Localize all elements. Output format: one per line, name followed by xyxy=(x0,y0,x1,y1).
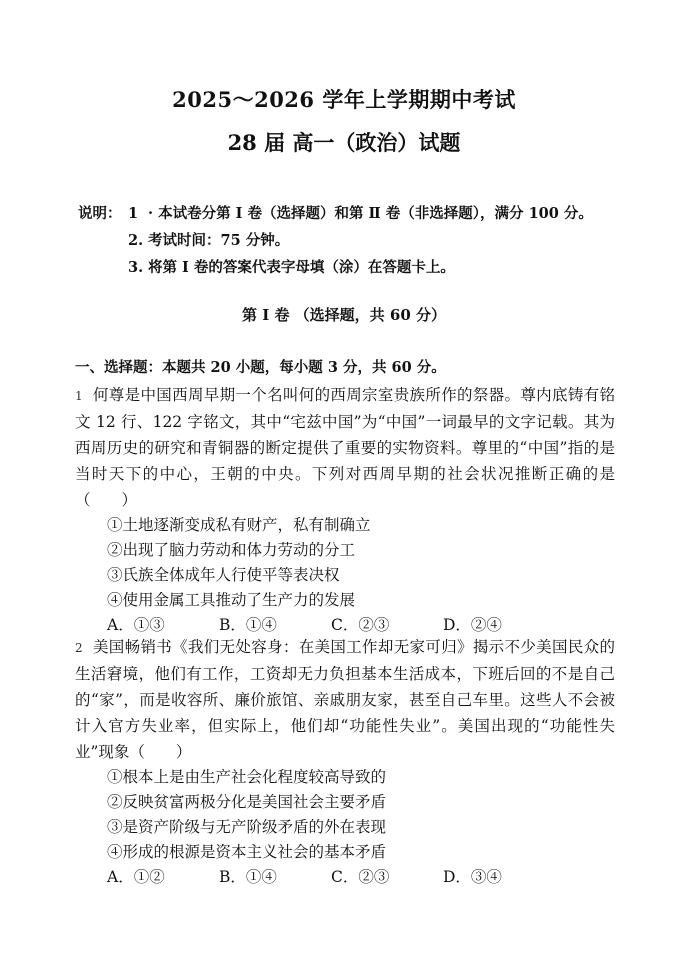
instruction-number: 2. xyxy=(128,232,144,249)
statement-option: ④形成的根源是资本主义社会的基本矛盾 xyxy=(107,843,387,861)
instruction-item xyxy=(78,227,593,254)
exam-title: 2025～2026 学年上学期期中考试 xyxy=(172,87,516,112)
question-text: 美国畅销书《我们无处容身：在美国工作却无家可归》揭示不少美国民众的生活窘境，他们有工作，工资却无力负担基本生活成本，下班后回的不是自己的“家”，而是收容所、廉价旅馆、亲戚朋友家，甚至自己车里。这些人不会被计入官方失业率，但实际上，他们却“功能性失业”。美国出现的“功能性失业”现象（ ） xyxy=(75,638,615,761)
choice-d: D．②④ xyxy=(443,616,502,634)
instructions-block xyxy=(78,200,593,281)
statement-option: ④使用金属工具推动了生产力的发展 xyxy=(107,591,356,609)
question-2 xyxy=(75,634,615,890)
instruction-number: 1 xyxy=(128,205,139,222)
instruction-number: 3. xyxy=(128,259,144,276)
question-number: 1 xyxy=(75,389,83,403)
answer-choices xyxy=(75,865,615,890)
choice-b: B．①④ xyxy=(219,868,277,886)
section-title: 第 I 卷 （选择题，共 60 分） xyxy=(241,306,446,324)
statement-option: ③是资产阶级与无产阶级矛盾的外在表现 xyxy=(107,818,387,836)
exam-subtitle: 28 届 高一（政治）试题 xyxy=(227,130,461,155)
statement-option: ①土地逐渐变成私有财产，私有制确立 xyxy=(107,516,371,534)
choice-a: A．①② xyxy=(107,868,165,886)
statement-option: ①根本上是由生产社会化程度较高导致的 xyxy=(107,768,387,786)
choice-d: D．③④ xyxy=(443,868,502,886)
statement-option: ②出现了脑力劳动和体力劳动的分工 xyxy=(107,541,356,559)
question-number: 2 xyxy=(75,641,83,655)
question-stem xyxy=(75,382,615,513)
question-stem xyxy=(75,634,615,765)
instruction-text: 考试时间：75 分钟。 xyxy=(148,232,290,249)
instruction-text: · 本试卷分第 I 卷（选择题）和第 Ⅱ 卷（非选择题），满分 100 分。 xyxy=(148,205,593,222)
statement-option: ③氏族全体成年人行使平等表决权 xyxy=(107,566,340,584)
instruction-item xyxy=(78,254,593,281)
question-text: 何尊是中国西周早期一个名叫何的西周宗室贵族所作的祭器。尊内底铸有铭文 12 行、122 字铭文，其中“宅兹中国”为“中国”一词最早的文字记载。其为西周历史的研究和青铜器的断定提供了重要的实物资料。尊里的“中国”指的是当时天下的中心，王朝的中央。下列对西周早期的社会状况推断正确的是（ ） xyxy=(75,386,615,509)
statement-option: ②反映贫富两极分化是美国社会主要矛盾 xyxy=(107,793,387,811)
choice-b: B．①④ xyxy=(219,616,277,634)
question-1 xyxy=(75,382,615,638)
part-title: 一、选择题：本题共 20 小题，每小题 3 分，共 60 分。 xyxy=(75,359,446,376)
choice-c: C．②③ xyxy=(331,868,390,886)
instruction-text: 将第 I 卷的答案代表字母填（涂）在答题卡上。 xyxy=(148,259,455,276)
choice-c: C．②③ xyxy=(331,616,390,634)
instructions-label: 说明： xyxy=(78,205,122,222)
instruction-item xyxy=(78,200,593,227)
choice-a: A．①③ xyxy=(107,616,165,634)
